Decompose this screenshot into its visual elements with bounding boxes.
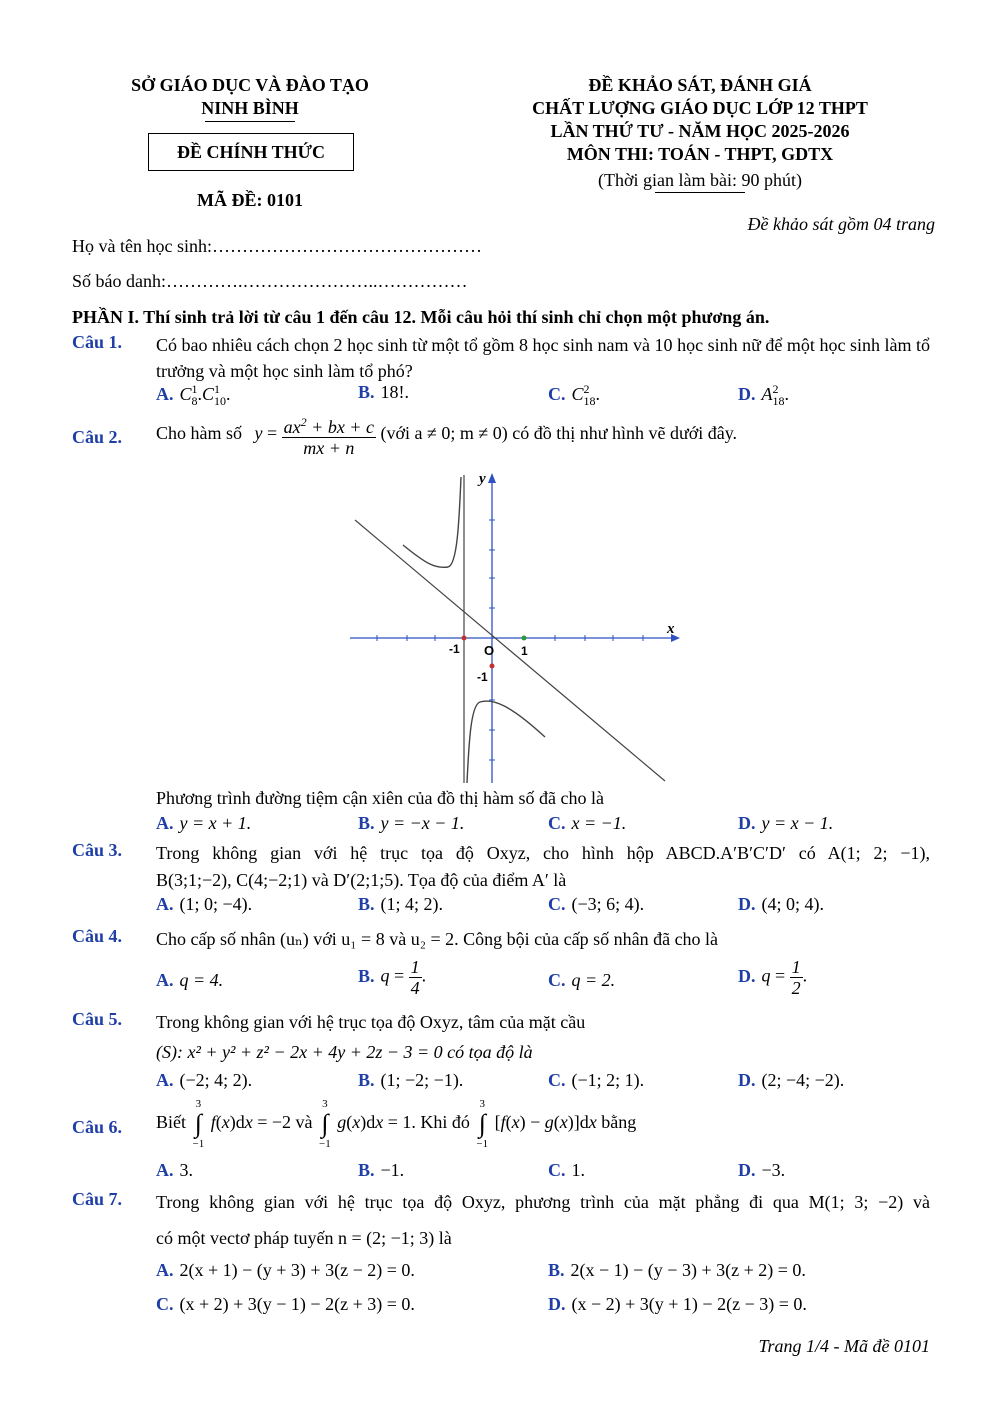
q4-option-c: C. q = 2. <box>548 970 616 990</box>
q2-option-d: D. y = x − 1. <box>738 813 834 833</box>
q6-text: Biết 3 ∫ −1 f(x)dx = −2 và 3 ∫ −1 g(x)dx = 1. Khi đó 3 ∫ −1 [f(x) − g(x)]dx bằng <box>156 1098 637 1150</box>
header-underline-right <box>655 192 745 193</box>
q5-text-line1: Trong không gian với hệ trục tọa độ Oxyz, tâm của mặt cầu <box>156 1012 586 1032</box>
point-0-neg1 <box>490 664 495 669</box>
official-exam-box: ĐỀ CHÍNH THỨC <box>148 133 354 171</box>
y-tick-neg1: -1 <box>477 670 488 684</box>
exam-title-2: CHẤT LƯỢNG GIÁO DỤC LỚP 12 THPT <box>532 98 868 118</box>
q7-option-b: B. 2(x − 1) − (y − 3) + 3(z + 2) = 0. <box>548 1260 806 1280</box>
q3-text-line2: B(3;1;−2), C(4;−2;1) và D′(2;1;5). Tọa độ của điểm A′ là <box>156 870 567 890</box>
q3-option-b: B. (1; 4; 2). <box>358 894 444 914</box>
point-neg1-0 <box>462 636 467 641</box>
q7-option-d: D. (x − 2) + 3(y + 1) − 2(z − 3) = 0. <box>548 1294 807 1314</box>
q1-option-a: A. $C^1_8.C^1_{10}$. <box>156 382 231 408</box>
q1-option-b: B. 18!. <box>358 382 410 402</box>
q5-option-a: A. (−2; 4; 2). <box>156 1070 253 1090</box>
q2-graph <box>345 465 685 785</box>
q4-option-a: A. q = 4. <box>156 970 224 990</box>
header-underline-left <box>205 121 295 122</box>
x-tick-1: 1 <box>521 644 528 658</box>
q4-option-d: D. q = $\frac{1}{2}$ . <box>738 957 808 998</box>
q7-option-a: A. 2(x + 1) − (y + 3) + 3(z − 2) = 0. <box>156 1260 415 1280</box>
q5-option-d: D. (2; −4; −2). <box>738 1070 845 1090</box>
q1-text: Có bao nhiêu cách chọn 2 học sinh từ một tổ gồm 8 học sinh nam và 10 học sinh nữ để một học sinh làm tổ trưởng và một học sinh làm tổ phó? <box>156 335 930 381</box>
q2-option-c: C. x = −1. <box>548 813 627 833</box>
q2-followup: Phương trình đường tiệm cận xiên của đồ thị hàm số đã cho là <box>156 788 604 808</box>
graph-branch-right <box>467 701 545 783</box>
q5-option-c: C. (−1; 2; 1). <box>548 1070 645 1090</box>
q5-number: Câu 5. <box>72 1009 123 1029</box>
q1-number: Câu 1. <box>72 332 123 352</box>
student-name-field: Họ và tên học sinh:……………………………………… <box>72 236 482 256</box>
q7-option-c: C. (x + 2) + 3(y − 1) − 2(z + 3) = 0. <box>156 1294 415 1314</box>
exam-title-3: LẦN THỨ TƯ - NĂM HỌC 2025-2026 <box>550 121 850 141</box>
q3-option-a: A. (1; 0; −4). <box>156 894 253 914</box>
q6-option-d: D. −3. <box>738 1160 786 1180</box>
q2-option-a: A. y = x + 1. <box>156 813 252 833</box>
page-footer: Trang 1/4 - Mã đề 0101 <box>758 1336 930 1356</box>
q2-text: Cho hàm số y = $\frac{ax^2 + bx + c}{mx + n}$ (với a ≠ 0; m ≠ 0) có đồ thị như hình vẽ dưới đây. <box>156 412 737 458</box>
exam-time: (Thời gian làm bài: 90 phút) <box>598 170 802 190</box>
q3-number: Câu 3. <box>72 840 123 860</box>
q3-option-d: D. (4; 0; 4). <box>738 894 824 914</box>
q5-option-b: B. (1; −2; −1). <box>358 1070 464 1090</box>
q2-option-b: B. y = −x − 1. <box>358 813 465 833</box>
q6-option-b: B. −1. <box>358 1160 405 1180</box>
q4-option-b: B. q = $\frac{1}{4}$ . <box>358 957 427 998</box>
q6-option-a: A. 3. <box>156 1160 193 1180</box>
q6-option-c: C. 1. <box>548 1160 585 1180</box>
q2-number: Câu 2. <box>72 427 123 447</box>
q6-number: Câu 6. <box>72 1117 123 1137</box>
pages-note: Đề khảo sát gồm 04 trang <box>747 214 935 234</box>
q1-option-c: C. $C^2_{18}$. <box>548 382 601 408</box>
exam-subject: MÔN THI: TOÁN - THPT, GDTX <box>566 144 834 164</box>
graph-branch-left <box>403 477 461 567</box>
q3-text-line1: Trong không gian với hệ trục tọa độ Oxyz, cho hình hộp ABCD.A′B′C′D′ có A(1; 2; −1), <box>156 843 930 863</box>
origin-label: O <box>484 643 495 658</box>
q3-option-c: C. (−3; 6; 4). <box>548 894 645 914</box>
province-name: NINH BÌNH <box>201 98 299 118</box>
q7-text-line2: có một vectơ pháp tuyến n = (2; −1; 3) là <box>156 1228 452 1248</box>
x-axis-label: x <box>667 621 675 637</box>
x-tick-neg1: -1 <box>449 642 460 656</box>
section-title: PHẦN I. Thí sinh trả lời từ câu 1 đến câu 12. Mỗi câu hỏi thí sinh chỉ chọn một phương án. <box>72 307 770 327</box>
student-id-field: Số báo danh:………….…………………..…………… <box>72 271 468 291</box>
q7-number: Câu 7. <box>72 1189 123 1209</box>
y-axis-label: y <box>479 471 486 487</box>
point-1-0 <box>522 636 527 641</box>
q5-text-line2: (S): x² + y² + z² − 2x + 4y + 2z − 3 = 0 có tọa độ là <box>156 1042 533 1062</box>
q7-text-line1: Trong không gian với hệ trục tọa độ Oxyz, phương trình của mặt phẳng đi qua M(1; 3; −2) và <box>156 1192 930 1212</box>
q2-function-fraction: $\frac{ax^2 + bx + c}{mx + n}$ <box>282 412 376 458</box>
oblique-asymptote <box>355 520 665 781</box>
q4-number: Câu 4. <box>72 926 123 946</box>
exam-code: MÃ ĐỀ: 0101 <box>197 190 303 210</box>
q4-text: Cho cấp số nhân (uₙ) với u₁ = 8 và u₂ = 2. Công bội của cấp số nhân đã cho là <box>156 929 719 949</box>
exam-title-1: ĐỀ KHẢO SÁT, ĐÁNH GIÁ <box>588 75 812 95</box>
department-name: SỞ GIÁO DỤC VÀ ĐÀO TẠO <box>131 75 369 95</box>
y-axis-arrow <box>488 473 496 483</box>
q1-option-d: D. $A^2_{18}$. <box>738 382 789 408</box>
